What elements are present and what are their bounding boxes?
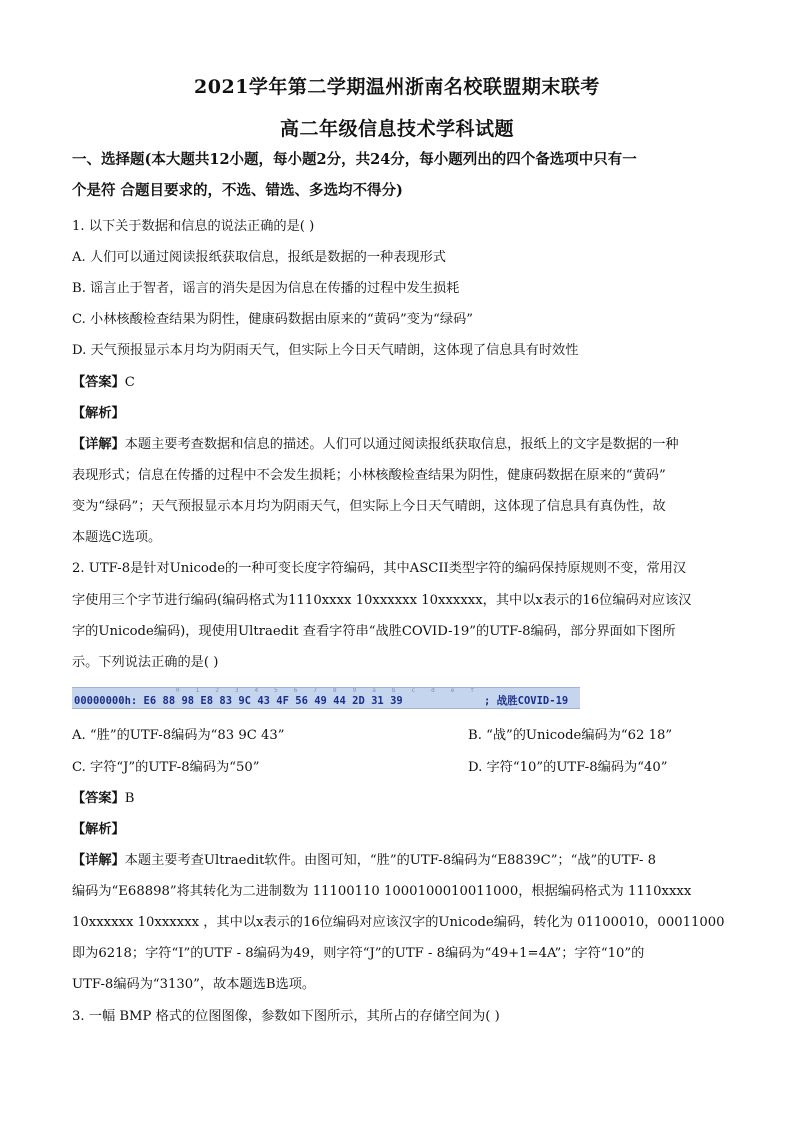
q2-stem-line4: 示。下列说法正确的是( ) [72,655,219,670]
hex-column-ruler: 0 1 2 3 4 5 6 7 8 9 a b c d e f [176,688,481,694]
page-title: 2021学年第二学期温州浙南名校联盟期末联考 [194,76,600,98]
q2-option-c: C. 字符“J”的UTF-8编码为“50” [72,760,260,775]
q2-detail-line3: 10xxxxxx 10xxxxxx ，其中以x表示的16位编码对应该汉字的Unicode编码，转化为 01100010，00011000 [72,915,725,930]
q1-detail-line2: 表现形式；信息在传播的过程中不会发生损耗；小林核酸检查结果为阴性，健康码数据在原来的“黄码” [72,468,666,483]
page-subtitle: 高二年级信息技术学科试题 [279,118,514,140]
q1-option-d: D. 天气预报显示本月均为阴雨天气，但实际上今日天气晴朗，这体现了信息具有时效性 [72,343,579,358]
q2-answer [72,787,732,806]
section-heading [72,144,724,206]
section-heading-line2: 个是符 合题目要求的，不选、错选、多选均不得分) [72,182,403,199]
q1-detail-line3: 变为“绿码”；天气预报显示本月均为阴雨天气，但实际上今日天气晴朗，这体现了信息具有真伪性，故 [72,499,666,514]
q1-detail-tag: 【详解】 [72,437,125,452]
q2-detail-tag: 【详解】 [72,853,125,868]
q2-detail-line2: 编码为“E68898”将其转化为二进制数为 11100110 1000100010011000，根据编码格式为 1110xxxx [72,884,692,899]
q1-analysis-tag: 【解析】 [72,406,125,421]
q2-stem-line3: 字的Unicode编码)，现使用Ultraedit 查看字符串“战胜COVID-19”的UTF-8编码，部分界面如下图所 [72,624,676,639]
q1-stem: 1. 以下关于数据和信息的说法正确的是( ) [72,219,315,234]
q1-option-c: C. 小林核酸检查结果为阴性，健康码数据由原来的“黄码”变为“绿码” [72,312,474,327]
q1-answer-tag: 【答案】 [72,375,125,390]
q2-stem-line1: 2. UTF-8是针对Unicode的一种可变长度字符编码，其中ASCII类型字符的编码保持原规则不变，常用汉 [72,561,687,576]
q1-detail-text1: 本题主要考查数据和信息的描述。人们可以通过阅读报纸获取信息，报纸上的文字是数据的一种 [124,437,679,452]
hex-ascii: ; 战胜COVID-19 [484,695,569,707]
q2-option-b: B. “战”的Unicode编码为“62 18” [468,728,673,743]
q2-detail-line1 [72,849,732,868]
q1-detail-line4: 本题选C选项。 [72,530,162,545]
q2-detail-line5: UTF-8编码为“3130”，故本题选B选项。 [72,977,316,992]
ultraedit-hex-view [72,687,580,709]
q1-option-a: A. 人们可以通过阅读报纸获取信息，报纸是数据的一种表现形式 [72,250,446,265]
hex-bytes: 00000000h: E6 88 98 E8 83 9C 43 4F 56 49 44 2D 31 39 [74,695,403,707]
q2-options-row1 [72,724,732,743]
q2-option-d: D. 字符“10”的UTF-8编码为“40” [468,760,668,775]
section-heading-line1: 一、选择题(本大题共12小题，每小题2分，共24分，每小题列出的四个备选项中只有一 [72,151,637,168]
q2-option-a: A. “胜”的UTF-8编码为“83 9C 43” [72,728,285,743]
q2-answer-tag: 【答案】 [72,791,125,806]
q2-detail-line4: 即为6218；字符“I”的UTF - 8编码为49，则字符“J”的UTF - 8编码为“49+1=4A”；字符“10”的 [72,946,645,961]
hex-row [74,694,578,708]
q2-options-row2 [72,756,732,775]
q1-option-b: B. 谣言止于智者，谣言的消失是因为信息在传播的过程中发生损耗 [72,281,460,296]
q2-answer-value: B [124,791,135,806]
q1-detail-line1 [72,433,732,452]
q2-stem-line2: 字使用三个字节进行编码(编码格式为1110xxxx 10xxxxxx 10xxxxxx，其中以x表示的16位编码对应该汉 [72,593,692,608]
q3-stem: 3. 一幅 BMP 格式的位图图像，参数如下图所示，其所占的存储空间为( ) [72,1009,500,1024]
q1-answer [72,371,732,390]
q2-analysis-tag: 【解析】 [72,822,125,837]
q2-detail-text1: 本题主要考查Ultraedit软件。由图可知，“胜”的UTF-8编码为“E8839C”；“战”的UTF- 8 [124,853,656,868]
q1-answer-value: C [124,375,135,390]
